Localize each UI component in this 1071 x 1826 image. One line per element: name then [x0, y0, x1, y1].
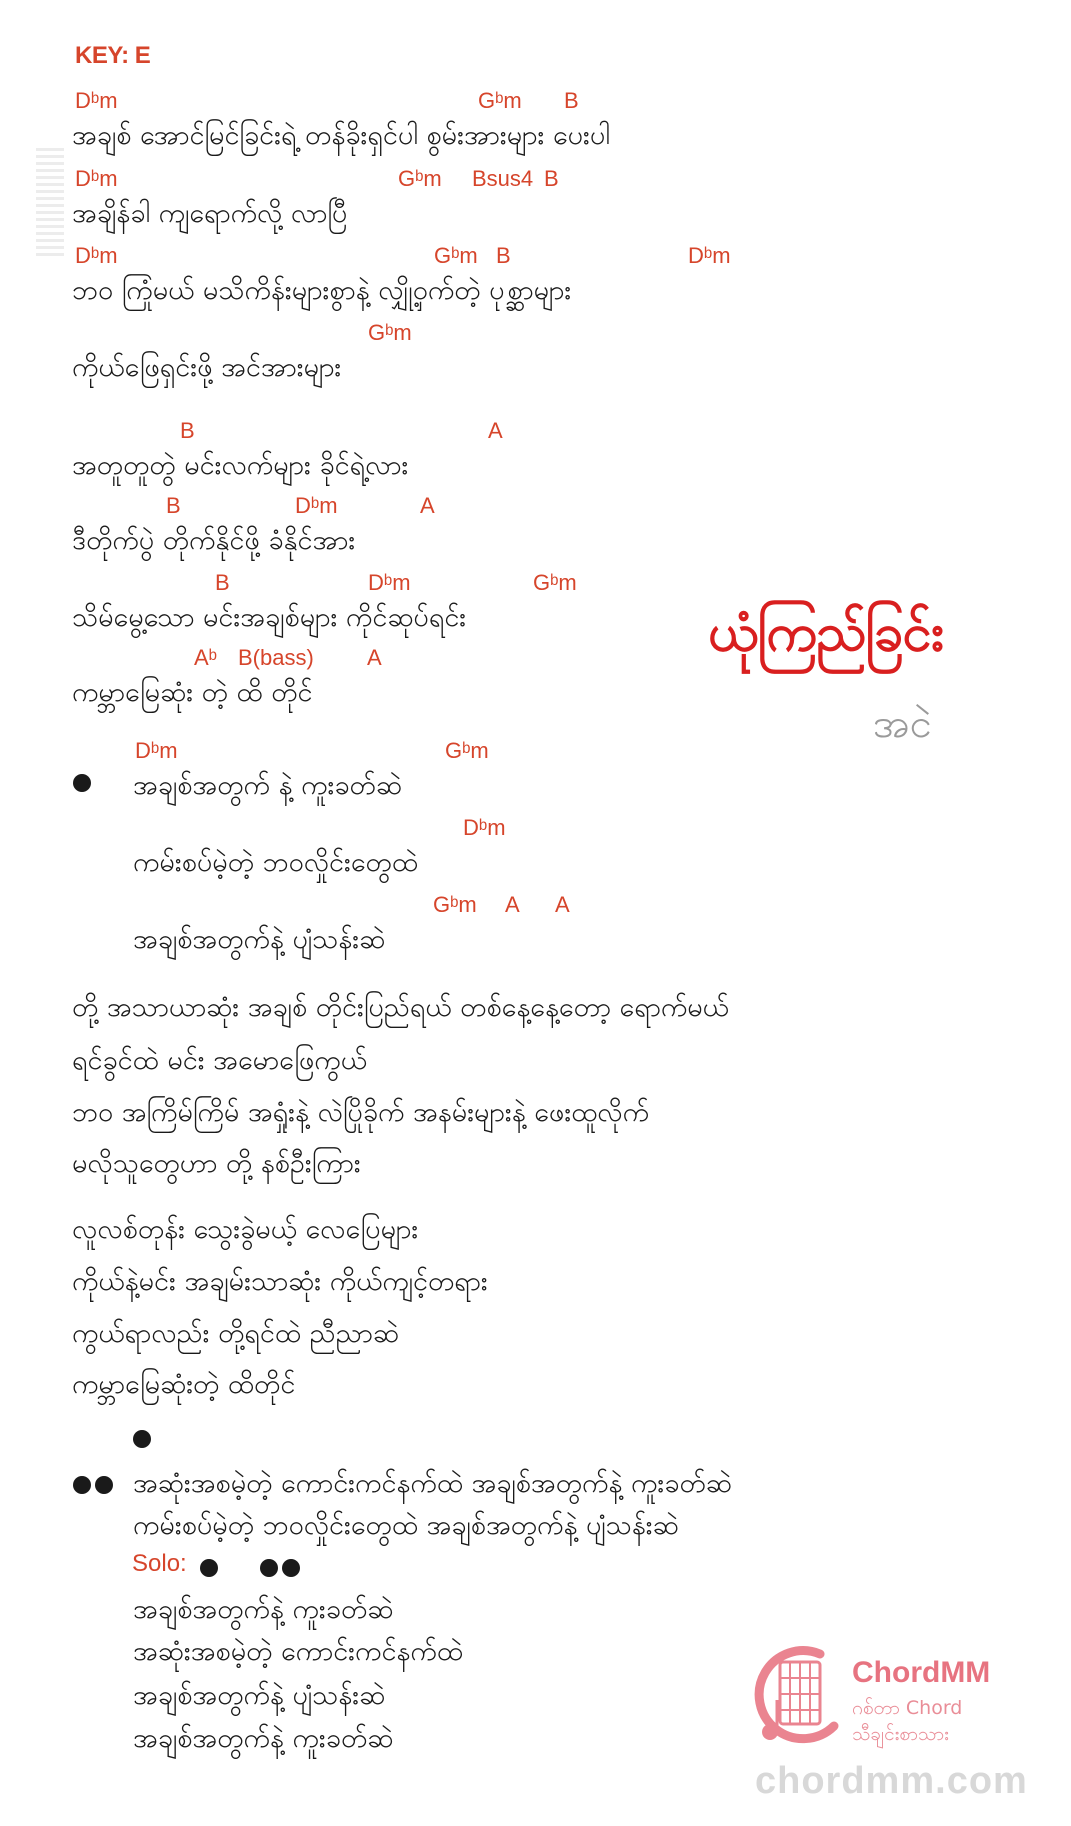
watermark-subtitle: ဂစ်တာ Chord	[852, 1697, 963, 1719]
chord: Gᵇm	[434, 243, 478, 268]
chord: Dᵇm	[135, 738, 178, 763]
song-key: KEY: E	[75, 42, 151, 69]
lyric-text: အချစ်အတွက်နဲ့ ကူးခတ်ဆဲ	[133, 1723, 394, 1754]
lyric-line	[133, 815, 1071, 893]
solo-marker-dot	[200, 1559, 218, 1577]
song-title: ယုံကြည်ခြင်း	[708, 603, 944, 663]
lyric-text: သိမ်မွေ့သော မင်းအချစ်များ ကိုင်ဆုပ်ရင်း	[72, 602, 467, 633]
lyric-text: ကွယ်ရာလည်း တို့ရင်ထဲ ညီညာဆဲ	[72, 1318, 399, 1349]
chord: Gᵇm	[445, 738, 489, 763]
lyric-text: ရင်ခွင်ထဲ မင်း အမောဖြေကွယ်	[72, 1045, 367, 1076]
lyric-text: အဆုံးအစမဲ့တဲ့ ကောင်းကင်နက်ထဲ အချစ်အတွက်နဲ့ ကူးခတ်ဆဲ	[133, 1468, 732, 1499]
repeat-marker-dot	[133, 1430, 151, 1448]
solo-marker-dot	[282, 1559, 300, 1577]
lyric-text: အချစ်အတွက်နဲ့ ပျံသန်းဆဲ	[133, 1680, 386, 1711]
chord: B	[166, 493, 181, 518]
chord: Dᵇm	[75, 243, 118, 268]
chord: B	[564, 88, 579, 113]
lyric-text: အချစ် အောင်မြင်ခြင်းရဲ့ တန်ခိုးရှင်ပါ စွမ်းအားများ ပေးပါ	[72, 120, 610, 151]
chordmm-watermark	[750, 1640, 1050, 1750]
chord: B	[180, 418, 195, 443]
lyric-text: အဆုံးအစမဲ့တဲ့ ကောင်းကင်နက်ထဲ	[133, 1636, 463, 1667]
lyric-text: ကိုယ်နဲ့မင်း အချမ်းသာဆုံး ကိုယ်ကျင့်တရား	[72, 1266, 488, 1297]
lyric-text: ကမ္ဘာမြေဆုံး တဲ့ ထိ တိုင်	[72, 677, 313, 708]
solo-label: Solo:	[132, 1550, 187, 1577]
chord: B	[215, 570, 230, 595]
lyric-text: မလိုသူတွေဟာ တို့ နစ်ဦးကြား	[72, 1148, 361, 1179]
lyric-line	[133, 892, 1071, 970]
chord: Dᵇm	[295, 493, 338, 518]
watermark-brand: ChordMM	[852, 1656, 991, 1689]
chord: Dᵇm	[368, 570, 411, 595]
chord: Gᵇm	[368, 320, 412, 345]
chord: Dᵇm	[75, 88, 118, 113]
lyric-line	[72, 166, 1012, 244]
chord: A	[367, 645, 382, 670]
chord: B(bass)	[238, 645, 314, 670]
chord: A	[555, 892, 570, 917]
guitar-chord-logo-icon	[750, 1640, 850, 1750]
lyric-text: ကမ်းစပ်မဲ့တဲ့ ဘဝလှိုင်းတွေထဲ အချစ်အတွက်နဲ့ ပျံသန်းဆဲ	[133, 1510, 679, 1541]
lyric-line	[133, 738, 1071, 816]
lyric-text: တို့ အသာယာဆုံး အချစ် တိုင်းပြည်ရယ် တစ်နေ့နေ့တော့ ရောက်မယ်	[72, 992, 729, 1023]
lyric-text: အချိန်ခါ ကျရောက်လို့ လာပြီ	[72, 198, 348, 229]
lyric-text: ဘဝ ကြုံမယ် မသိကိန်းများစွာနဲ့ လျှို့ဝှက်တဲ့ ပုစ္ဆာများ	[72, 275, 572, 306]
chord: Gᵇm	[398, 166, 442, 191]
chord: Gᵇm	[533, 570, 577, 595]
chord: Dᵇm	[463, 815, 506, 840]
lyric-text: အတူတူတွဲ မင်းလက်များ ခိုင်ရဲ့လား	[72, 450, 409, 481]
chord: Aᵇ	[194, 645, 217, 670]
lyric-line	[72, 243, 1012, 321]
chord: Bsus4	[472, 166, 534, 191]
chord: Dᵇm	[75, 166, 118, 191]
lyric-text: ကမ္ဘာမြေဆုံးတဲ့ ထိတိုင်	[72, 1369, 296, 1400]
lyric-text: အချစ်အတွက်နဲ့ ပျံသန်းဆဲ	[133, 924, 386, 955]
bridge-marker-dot	[73, 1476, 91, 1494]
lyric-line	[72, 418, 1012, 496]
bridge-marker-dot	[95, 1476, 113, 1494]
watermark-subtitle: သီချင်းစာသား	[852, 1723, 949, 1745]
lyric-text: အချစ်အတွက်နဲ့ ကူးခတ်ဆဲ	[133, 1594, 394, 1625]
chord: Gᵇm	[433, 892, 477, 917]
lyric-line	[72, 320, 1012, 398]
lyric-line	[72, 88, 1012, 166]
lyric-text: ဒီတိုက်ပွဲ တိုက်နိုင်ဖို့ ခံနိုင်အား	[72, 525, 356, 556]
chord: B	[544, 166, 559, 191]
lyric-text: ကမ်းစပ်မဲ့တဲ့ ဘဝလှိုင်းတွေထဲ	[133, 847, 418, 878]
paper-stain	[36, 148, 64, 258]
lyric-text: ကိုယ်ဖြေရှင်းဖို့ အင်အားများ	[72, 352, 342, 383]
chord: Dᵇm	[688, 243, 731, 268]
lyric-line	[72, 493, 1012, 571]
chord: B	[496, 243, 511, 268]
watermark-url: chordmm.com	[755, 1760, 1028, 1802]
lyric-text: အချစ်အတွက် နဲ့ ကူးခတ်ဆဲ	[133, 770, 402, 801]
chord: A	[505, 892, 520, 917]
chord: Gᵇm	[478, 88, 522, 113]
lyric-text: ဘဝ အကြိမ်ကြိမ် အရှုံးနဲ့ လဲပြိုခိုက် အနမ်းများနဲ့ ဖေးထူလိုက်	[72, 1097, 650, 1128]
chord: A	[420, 493, 435, 518]
chord: A	[488, 418, 503, 443]
lyric-text: လူလစ်တုန်း သွေးခွဲမယ့် လေပြေများ	[72, 1214, 419, 1245]
artist-name: အငဲ	[873, 701, 932, 747]
solo-marker-dot	[260, 1559, 278, 1577]
chorus-marker-dot	[73, 774, 91, 792]
